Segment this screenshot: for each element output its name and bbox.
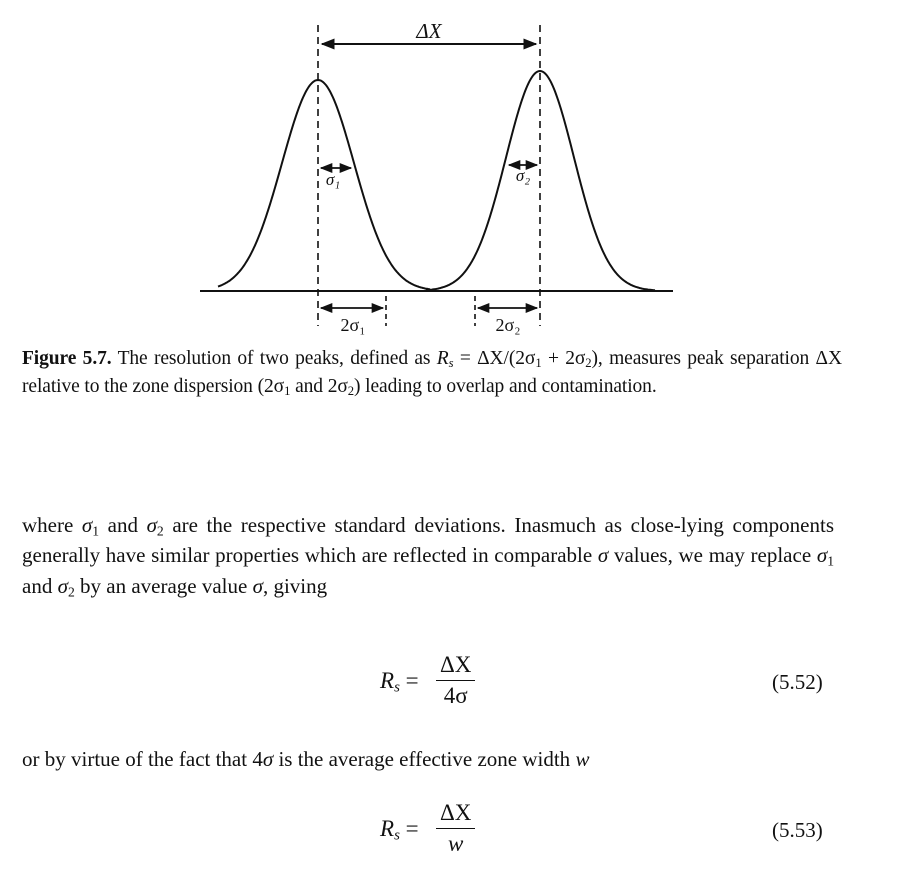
equation-lhs: $R_s$ = — [380, 668, 419, 696]
figure-caption: Figure 5.7. The resolution of two peaks, defined as $R_s = \Delta X/(2\sigma_1 + 2\sigma_2)$, measures peak separation ΔX relative to the zone dispersion ($2\sigma_1$ and $2\sigma_2$) leading to overlap and contamination. — [22, 348, 842, 399]
equation-number: (5.52) — [772, 670, 823, 694]
equation-fraction — [436, 800, 475, 857]
rs-subscript: s — [448, 356, 454, 371]
rs-symbol: R — [436, 348, 449, 369]
caption-text-4: ), measures peak separation ΔX relative to the zone dispersion (2σ — [22, 348, 842, 398]
caption-text-1: The resolution of two peaks, defined as — [117, 348, 431, 369]
peak-1-curve — [218, 80, 430, 289]
caption-text-6: ) leading to overlap and contamination. — [354, 376, 657, 398]
two-peak-resolution-figure — [0, 0, 904, 345]
denominator: 4σ — [443, 683, 468, 708]
caption-text-2: = ΔX/(2σ — [459, 348, 536, 369]
figure-number: Figure 5.7. — [22, 348, 112, 369]
delta-x-label: ΔX — [416, 19, 442, 43]
two-sigma1-label: 2σ₁ — [340, 315, 366, 335]
sigma2-label: σ₂ — [515, 166, 531, 185]
equation-5-53 — [0, 800, 904, 862]
equation-number: (5.53) — [772, 818, 823, 842]
sigma1-label: σ₁ — [325, 170, 341, 189]
denominator: w — [448, 831, 464, 856]
equation-fraction — [436, 652, 475, 709]
numerator: ΔX — [436, 800, 475, 829]
equation-lhs: $R_s$ = — [380, 816, 419, 844]
two-sigma2-label: 2σ₂ — [495, 315, 521, 335]
text-line-zone-width: or by virtue of the fact that 4σ is the average effective zone width w — [22, 747, 590, 771]
caption-text-3: + 2σ — [547, 348, 586, 369]
body-paragraph: where $\sigma_1$ and $\sigma_2$ are the respective standard deviations. Inasmuch as close-lying components generally have similar properties which are reflected in comparable σ values, we may replace $\sigma_1$ and $\sigma_2$ by an average value σ, giving — [22, 513, 835, 600]
equation-5-52 — [0, 652, 904, 714]
caption-text-5: and 2σ — [295, 376, 348, 398]
numerator: ΔX — [436, 652, 475, 681]
